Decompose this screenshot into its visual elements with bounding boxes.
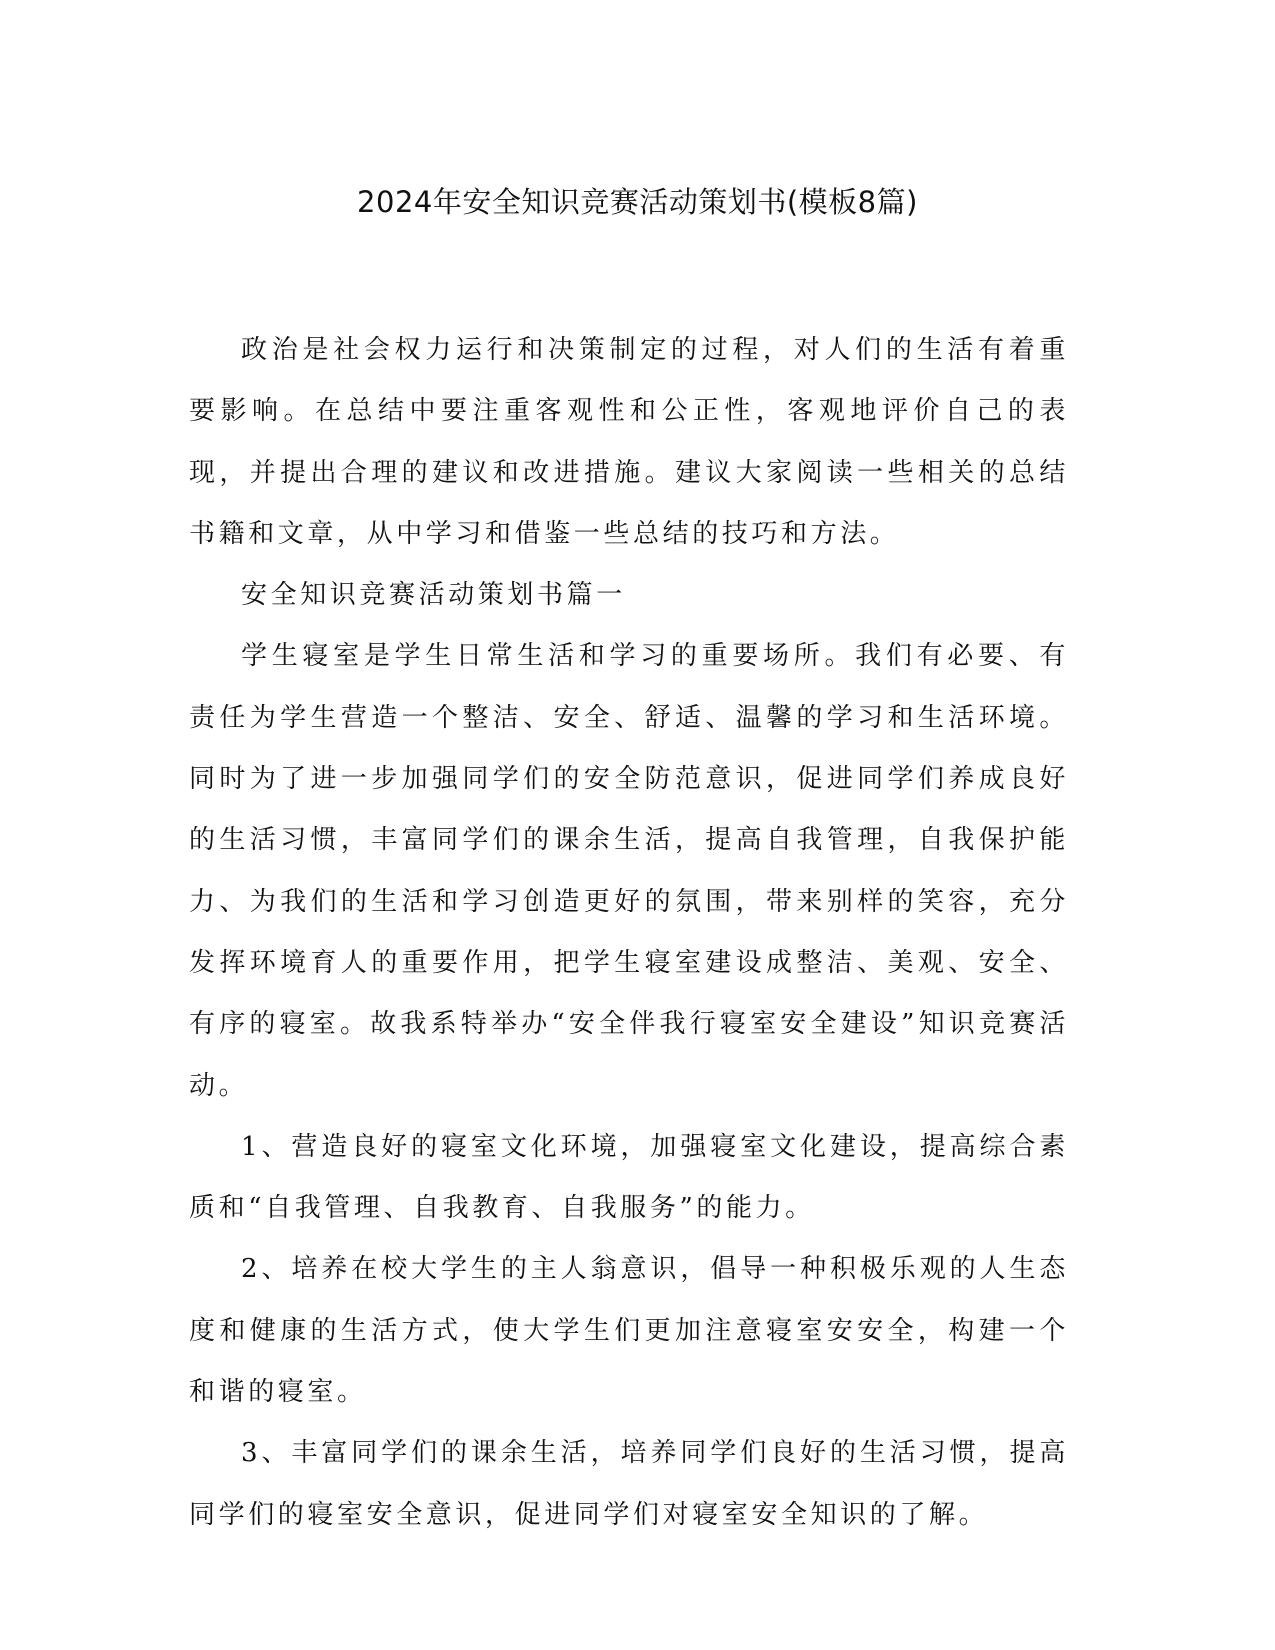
paragraph-background: 学生寝室是学生日常生活和学习的重要场所。我们有必要、有责任为学生营造一个整洁、安全、舒适、温馨的学习和生活环境。同时为了进一步加强同学们的安全防范意识，促进同学们养成良好的生活习惯，丰富同学们的课余生活，提高自我管理，自我保护能力、为我们的生活和学习创造更好的氛围，带来别样的笑容，充分发挥环境育人的重要作用，把学生寝室建设成整洁、美观、安全、有序的寝室。故我系特举办“安全伴我行寝室安全建设”知识竞赛活动。 bbox=[189, 641, 1069, 1101]
paragraph-intro: 政治是社会权力运行和决策制定的过程，对人们的生活有着重要影响。在总结中要注重客观性和公正性，客观地评价自己的表现，并提出合理的建议和改进措施。建议大家阅读一些相关的总结书籍和文章，从中学习和借鉴一些总结的技巧和方法。 bbox=[189, 335, 1069, 549]
section-heading: 安全知识竞赛活动策划书篇一 bbox=[241, 580, 626, 611]
paragraph-goal-2: 2、培养在校大学生的主人翁意识，倡导一种积极乐观的人生态度和健康的生活方式，使大学生们更加注意寝室安安全，构建一个和谐的寝室。 bbox=[189, 1254, 1069, 1408]
document-body bbox=[189, 320, 1069, 1546]
paragraph-goal-3: 3、丰富同学们的课余生活，培养同学们良好的生活习惯，提高同学们的寝室安全意识，促进同学们对寝室安全知识的了解。 bbox=[189, 1438, 1069, 1530]
document-title: 2024年安全知识竞赛活动策划书(模板8篇) bbox=[357, 185, 918, 219]
paragraph-goal-1: 1、营造良好的寝室文化环境，加强寝室文化建设，提高综合素质和“自我管理、自我教育、自我服务”的能力。 bbox=[189, 1131, 1069, 1224]
